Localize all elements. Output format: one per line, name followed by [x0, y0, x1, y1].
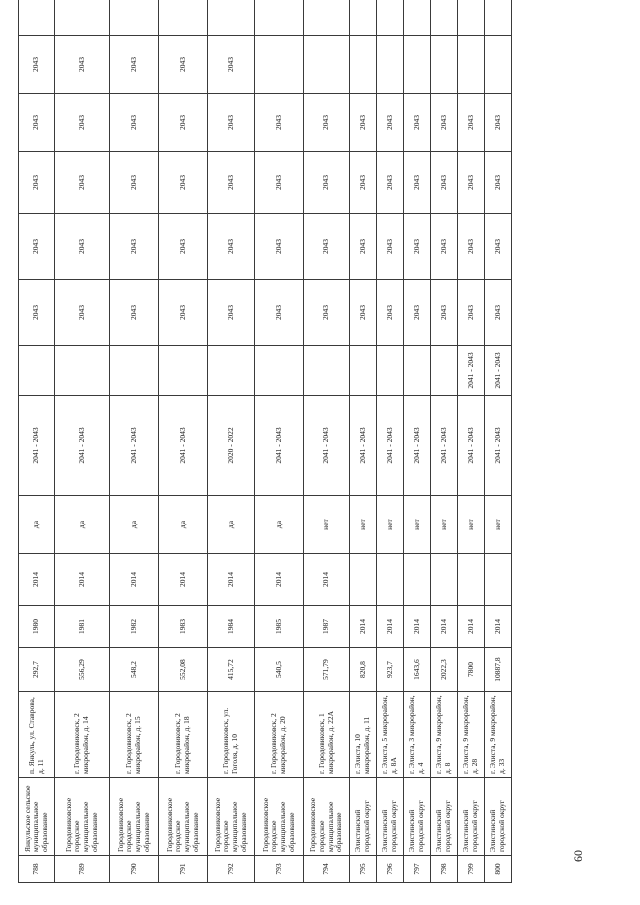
year-cell-2: 2043 — [255, 214, 304, 280]
year-cell-3: 2043 — [255, 152, 304, 214]
period-cell: 2020 - 2022 — [208, 396, 255, 496]
table-row — [55, 0, 110, 883]
year-cell-4: 2043 — [458, 94, 485, 152]
year-cell-5: 2043 — [159, 36, 208, 94]
empty-cell — [304, 0, 350, 36]
flag-cell: нет — [485, 496, 512, 554]
row-number: 800 — [485, 856, 512, 883]
row-number: 788 — [19, 856, 55, 883]
year-cell-3: 2043 — [304, 152, 350, 214]
period2-cell — [350, 346, 377, 396]
municipality-cell: Городовиковское городское муниципальное образование — [159, 778, 208, 856]
table-row — [431, 0, 458, 883]
year-cell-1: 2043 — [255, 280, 304, 346]
row-number: 793 — [255, 856, 304, 883]
year-cell-3: 2043 — [208, 152, 255, 214]
year-cell-1: 2043 — [404, 280, 431, 346]
survey-year-cell — [485, 554, 512, 606]
year-cell-4: 2043 — [208, 94, 255, 152]
flag-cell: нет — [377, 496, 404, 554]
area-cell: 820,8 — [350, 648, 377, 692]
row-number: 797 — [404, 856, 431, 883]
empty-cell — [159, 0, 208, 36]
year-cell-5 — [485, 36, 512, 94]
year-cell-4: 2043 — [304, 94, 350, 152]
year-cell-3: 2043 — [55, 152, 110, 214]
year-cell-4: 2043 — [255, 94, 304, 152]
flag-cell: да — [255, 496, 304, 554]
table-row — [208, 0, 255, 883]
municipality-cell: Элистинский городской округ — [404, 778, 431, 856]
row-number: 791 — [159, 856, 208, 883]
year-cell-4: 2043 — [377, 94, 404, 152]
survey-year-cell — [431, 554, 458, 606]
year-cell-3: 2043 — [404, 152, 431, 214]
survey-year-cell — [404, 554, 431, 606]
year-cell-1: 2043 — [485, 280, 512, 346]
area-cell: 540,5 — [255, 648, 304, 692]
municipality-cell: Элистинский городской округ — [431, 778, 458, 856]
area-cell: 7800 — [458, 648, 485, 692]
year-cell-5 — [304, 36, 350, 94]
survey-year-cell: 2014 — [159, 554, 208, 606]
row-number: 794 — [304, 856, 350, 883]
period2-cell — [255, 346, 304, 396]
flag-cell: нет — [304, 496, 350, 554]
address-cell: п. Янкуль, ул. Ставрова, д. 11 — [19, 692, 55, 778]
period-cell: 2041 - 2043 — [485, 396, 512, 496]
year-cell-1: 2043 — [19, 280, 55, 346]
year-cell-4: 2043 — [19, 94, 55, 152]
address-cell: г. Элиста, 9 микрорайон, д. 8 — [431, 692, 458, 778]
flag-cell: нет — [404, 496, 431, 554]
address-cell: г. Городовиковск, 2 микрорайон, д. 15 — [110, 692, 159, 778]
row-number: 798 — [431, 856, 458, 883]
empty-cell — [431, 0, 458, 36]
row-number: 799 — [458, 856, 485, 883]
area-cell: 292,7 — [19, 648, 55, 692]
period2-cell — [159, 346, 208, 396]
area-cell: 1643,6 — [404, 648, 431, 692]
period2-cell — [304, 346, 350, 396]
built-year-cell: 1985 — [255, 606, 304, 648]
address-cell: г. Городовиковск, 1 микрорайон, д. 22А — [304, 692, 350, 778]
area-cell: 571,79 — [304, 648, 350, 692]
year-cell-1: 2043 — [208, 280, 255, 346]
year-cell-3: 2043 — [485, 152, 512, 214]
table-row — [377, 0, 404, 883]
year-cell-2: 2043 — [350, 214, 377, 280]
flag-cell: да — [110, 496, 159, 554]
year-cell-5 — [404, 36, 431, 94]
year-cell-1: 2043 — [431, 280, 458, 346]
year-cell-5 — [377, 36, 404, 94]
survey-year-cell: 2014 — [110, 554, 159, 606]
year-cell-4: 2043 — [485, 94, 512, 152]
address-cell: г. Городовиковск, ул. Гоголя, д. 10 — [208, 692, 255, 778]
municipality-cell: Элистинский городской округ — [377, 778, 404, 856]
year-cell-2: 2043 — [208, 214, 255, 280]
empty-cell — [208, 0, 255, 36]
year-cell-2: 2043 — [159, 214, 208, 280]
year-cell-2: 2043 — [110, 214, 159, 280]
period2-cell — [404, 346, 431, 396]
empty-cell — [255, 0, 304, 36]
row-number: 795 — [350, 856, 377, 883]
year-cell-3: 2043 — [159, 152, 208, 214]
year-cell-2: 2043 — [458, 214, 485, 280]
empty-cell — [485, 0, 512, 36]
municipality-cell: Элистинский городской округ — [458, 778, 485, 856]
year-cell-2: 2043 — [377, 214, 404, 280]
row-number: 792 — [208, 856, 255, 883]
year-cell-1: 2043 — [110, 280, 159, 346]
period-cell: 2041 - 2043 — [458, 396, 485, 496]
year-cell-4: 2043 — [350, 94, 377, 152]
period-cell: 2041 - 2043 — [431, 396, 458, 496]
period-cell: 2041 - 2043 — [377, 396, 404, 496]
built-year-cell: 2014 — [458, 606, 485, 648]
survey-year-cell: 2014 — [19, 554, 55, 606]
table-body — [19, 0, 512, 883]
flag-cell: да — [159, 496, 208, 554]
table-row — [458, 0, 485, 883]
address-cell: г. Элиста, 3 микрорайон, д. 4 — [404, 692, 431, 778]
table-row — [19, 0, 55, 883]
municipality-cell: Городовиковское городское муниципальное образование — [55, 778, 110, 856]
year-cell-4: 2043 — [110, 94, 159, 152]
year-cell-3: 2043 — [377, 152, 404, 214]
year-cell-1: 2043 — [377, 280, 404, 346]
year-cell-4: 2043 — [431, 94, 458, 152]
flag-cell: да — [55, 496, 110, 554]
year-cell-5: 2043 — [110, 36, 159, 94]
table-row — [255, 0, 304, 883]
year-cell-3: 2043 — [431, 152, 458, 214]
row-number: 789 — [55, 856, 110, 883]
year-cell-3: 2043 — [110, 152, 159, 214]
flag-cell: нет — [350, 496, 377, 554]
survey-year-cell — [458, 554, 485, 606]
built-year-cell: 2014 — [431, 606, 458, 648]
built-year-cell: 1983 — [159, 606, 208, 648]
survey-year-cell: 2014 — [255, 554, 304, 606]
area-cell: 10887,8 — [485, 648, 512, 692]
area-cell: 923,7 — [377, 648, 404, 692]
flag-cell: нет — [431, 496, 458, 554]
flag-cell: да — [19, 496, 55, 554]
row-number: 790 — [110, 856, 159, 883]
year-cell-2: 2043 — [404, 214, 431, 280]
year-cell-2: 2043 — [19, 214, 55, 280]
table-row — [110, 0, 159, 883]
area-cell: 2022,3 — [431, 648, 458, 692]
year-cell-5 — [255, 36, 304, 94]
built-year-cell: 2014 — [377, 606, 404, 648]
period-cell: 2041 - 2043 — [304, 396, 350, 496]
built-year-cell: 1980 — [19, 606, 55, 648]
year-cell-4: 2043 — [55, 94, 110, 152]
built-year-cell: 2014 — [485, 606, 512, 648]
table-row — [485, 0, 512, 883]
year-cell-2: 2043 — [431, 214, 458, 280]
period-cell: 2041 - 2043 — [404, 396, 431, 496]
period2-cell — [431, 346, 458, 396]
empty-cell — [19, 0, 55, 36]
housing-register-table — [18, 0, 512, 883]
year-cell-1: 2043 — [350, 280, 377, 346]
flag-cell: да — [208, 496, 255, 554]
year-cell-2: 2043 — [304, 214, 350, 280]
built-year-cell: 2014 — [350, 606, 377, 648]
area-cell: 548,2 — [110, 648, 159, 692]
year-cell-5: 2043 — [19, 36, 55, 94]
address-cell: г. Элиста, 10 микрорайон, д. 11 — [350, 692, 377, 778]
address-cell: г. Городовиковск, 2 микрорайон, д. 18 — [159, 692, 208, 778]
survey-year-cell: 2014 — [304, 554, 350, 606]
period2-cell — [377, 346, 404, 396]
page-number: 60 — [571, 850, 585, 862]
period-cell: 2041 - 2043 — [159, 396, 208, 496]
period2-cell — [208, 346, 255, 396]
empty-cell — [377, 0, 404, 36]
year-cell-5: 2043 — [208, 36, 255, 94]
row-number: 796 — [377, 856, 404, 883]
municipality-cell: Городовиковское городское муниципальное образование — [208, 778, 255, 856]
area-cell: 552,08 — [159, 648, 208, 692]
period-cell: 2041 - 2043 — [255, 396, 304, 496]
address-cell: г. Элиста, 9 микрорайон, д. 28 — [458, 692, 485, 778]
municipality-cell: Элистинский городской округ — [350, 778, 377, 856]
address-cell: г. Городовиковск, 2 микрорайон, д. 14 — [55, 692, 110, 778]
flag-cell: нет — [458, 496, 485, 554]
built-year-cell: 1981 — [55, 606, 110, 648]
year-cell-3: 2043 — [19, 152, 55, 214]
period-cell: 2041 - 2043 — [55, 396, 110, 496]
built-year-cell: 1982 — [110, 606, 159, 648]
year-cell-5 — [458, 36, 485, 94]
table-row — [404, 0, 431, 883]
table-row — [304, 0, 350, 883]
year-cell-1: 2043 — [159, 280, 208, 346]
year-cell-2: 2043 — [485, 214, 512, 280]
area-cell: 415,72 — [208, 648, 255, 692]
period2-cell — [55, 346, 110, 396]
area-cell: 556,29 — [55, 648, 110, 692]
year-cell-1: 2043 — [304, 280, 350, 346]
municipality-cell: Городовиковское городское муниципальное образование — [304, 778, 350, 856]
year-cell-5 — [350, 36, 377, 94]
empty-cell — [55, 0, 110, 36]
period-cell: 2041 - 2043 — [19, 396, 55, 496]
year-cell-5: 2043 — [55, 36, 110, 94]
municipality-cell: Городовиковское городское муниципальное образование — [110, 778, 159, 856]
period2-cell: 2041 - 2043 — [458, 346, 485, 396]
year-cell-1: 2043 — [458, 280, 485, 346]
survey-year-cell — [350, 554, 377, 606]
built-year-cell: 1984 — [208, 606, 255, 648]
municipality-cell: Янкульское сельское муниципальное образование — [19, 778, 55, 856]
period-cell: 2041 - 2043 — [350, 396, 377, 496]
address-cell: г. Элиста, 5 микрорайон, д. 8А — [377, 692, 404, 778]
period2-cell — [110, 346, 159, 396]
empty-cell — [350, 0, 377, 36]
survey-year-cell — [377, 554, 404, 606]
year-cell-4: 2043 — [404, 94, 431, 152]
period2-cell: 2041 - 2043 — [485, 346, 512, 396]
year-cell-1: 2043 — [55, 280, 110, 346]
municipality-cell: Элистинский городской округ — [485, 778, 512, 856]
empty-cell — [458, 0, 485, 36]
year-cell-3: 2043 — [458, 152, 485, 214]
year-cell-2: 2043 — [55, 214, 110, 280]
table-row — [350, 0, 377, 883]
built-year-cell: 2014 — [404, 606, 431, 648]
address-cell: г. Элиста, 9 микрорайон, д. 33 — [485, 692, 512, 778]
year-cell-4: 2043 — [159, 94, 208, 152]
empty-cell — [404, 0, 431, 36]
municipality-cell: Городовиковское городское муниципальное образование — [255, 778, 304, 856]
year-cell-3: 2043 — [350, 152, 377, 214]
table-row — [159, 0, 208, 883]
built-year-cell: 1987 — [304, 606, 350, 648]
empty-cell — [110, 0, 159, 36]
survey-year-cell: 2014 — [55, 554, 110, 606]
period-cell: 2041 - 2043 — [110, 396, 159, 496]
survey-year-cell: 2014 — [208, 554, 255, 606]
period2-cell — [19, 346, 55, 396]
year-cell-5 — [431, 36, 458, 94]
address-cell: г. Городовиковск, 2 микрорайон, д. 20 — [255, 692, 304, 778]
